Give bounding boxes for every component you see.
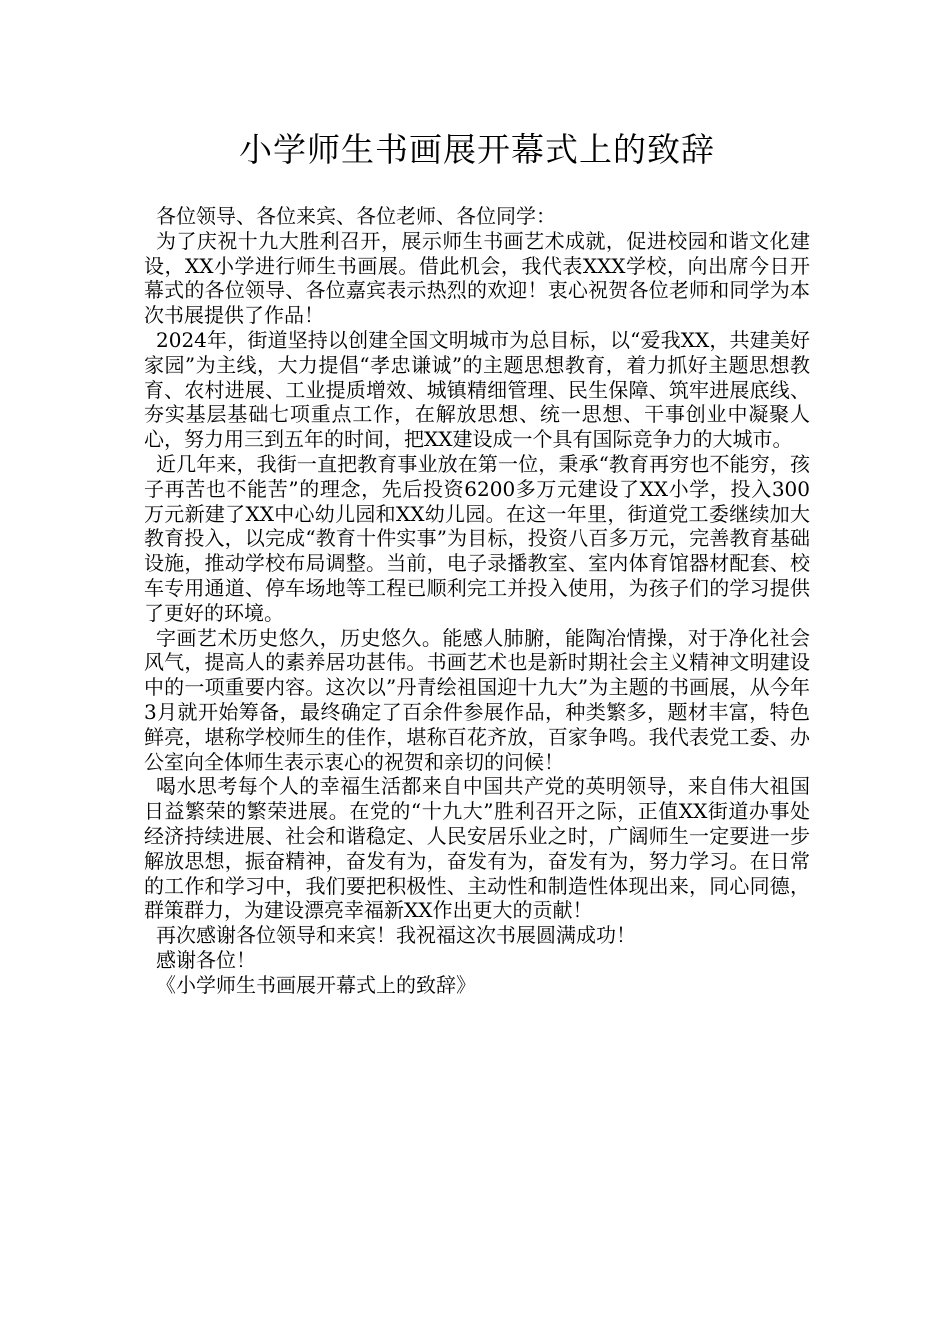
paragraph-street-goals: 2024年，街道坚持以创建全国文明城市为总目标，以“爱我XX，共建美好家园”为主线，大力提倡“孝忠谦诚”的主题思想教育，着力抓好主题思想教育、农村进展、工业提质增效、城镇精细管理、民生保障、筑牢进展底线、夯实基层基础七项重点工作，在解放思想、统一思想、干事创业中凝聚人心，努力用三到五年的时间，把XX建设成一个具有国际竞争力的大城市。	[144, 327, 810, 452]
paragraph-salutation: 各位领导、各位来宾、各位老师、各位同学：	[156, 204, 556, 228]
document-title: 小学师生书画展开幕式上的致辞	[239, 130, 715, 169]
paragraph-calligraphy-art: 字画艺术历史悠久，历史悠久。能感人肺腑，能陶冶情操，对于净化社会风气，提高人的素养居功甚伟。书画艺术也是新时期社会主义精神文明建设中的一项重要内容。这次以”丹青绘祖国迎十九大”为主题的书画展，从今年3月就开始筹备，最终确定了百余件参展作品，种类繁多，题材丰富，特色鲜亮，堪称学校师生的佳作，堪称百花齐放，百家争鸣。我代表党工委、办公室向全体师生表示衷心的祝贺和亲切的问候！	[144, 625, 810, 774]
paragraph-education-investment: 近几年来，我街一直把教育事业放在第一位，秉承“教育再穷也不能穷，孩子再苦也不能苦”的理念，先后投资6200多万元建设了XX小学，投入300万元新建了XX中心幼儿园和XX幼儿园。在这一年里，街道党工委继续加大教育投入，以完成“教育十件实事”为目标，投资八百多万元，完善教育基础设施，推动学校布局调整。当前，电子录播教室、室内体育馆器材配套、校车专用通道、停车场地等工程已顺利完工并投入使用，为孩子们的学习提供了更好的环境。	[144, 451, 810, 625]
paragraph-title-reference: 《小学师生书画展开幕式上的致辞》	[156, 972, 476, 997]
paragraph-thanks-all: 感谢各位！	[156, 947, 256, 972]
paragraph-gratitude-party: 喝水思考每个人的幸福生活都来自中国共产党的英明领导，来自伟大祖国日益繁荣的繁荣进展。在党的“十九大”胜利召开之际，正值XX街道办事处经济持续进展、社会和谐稳定、人民安居乐业之时，广阔师生一定要进一步解放思想，振奋精神，奋发有为，奋发有为，奋发有为，努力学习。在日常的工作和学习中，我们要把积极性、主动性和制造性体现出来，同心同德，群策群力，为建设漂亮幸福新XX作出更大的贡献！	[144, 774, 810, 923]
paragraph-opening: 为了庆祝十九大胜利召开，展示师生书画艺术成就，促进校园和谐文化建设，XX小学进行师生书画展。借此机会，我代表XXX学校，向出席今日开幕式的各位领导、各位嘉宾表示热烈的欢迎！衷心祝贺各位老师和同学为本次书展提供了作品！	[144, 228, 810, 328]
paragraph-thanks-guests: 再次感谢各位领导和来宾！我祝福这次书展圆满成功！	[156, 923, 636, 948]
document-page	[144, 128, 810, 998]
